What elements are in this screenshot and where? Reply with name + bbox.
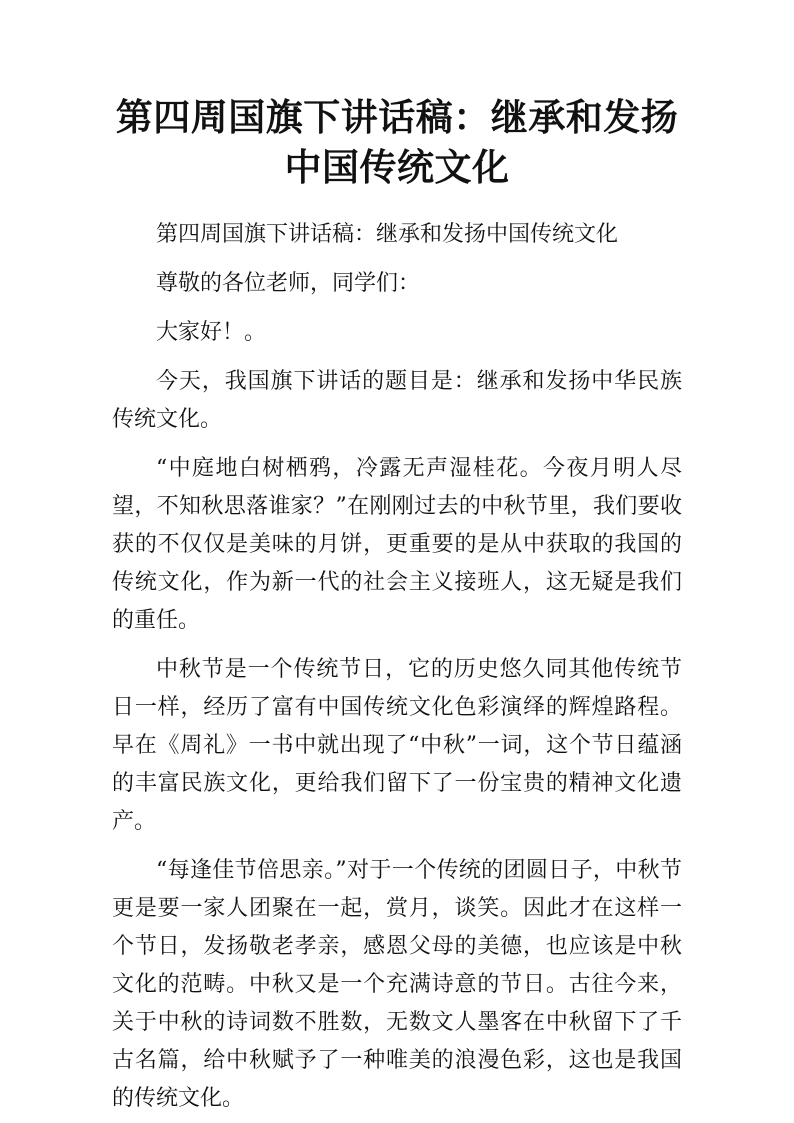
document-body <box>112 216 682 1118</box>
paragraph-salutation: 尊敬的各位老师，同学们： <box>156 271 421 296</box>
paragraph-reunion: “每逢佳节倍思亲。”对于一个传统的团圆日子，中秋节更是要一家人团聚在一起，赏月，谈笑。因此才在这样一个节日，发扬敬老孝亲，感恩父母的美德，也应该是中秋文化的范畴。中秋又是一个充满诗意的节日。古往今来，关于中秋的诗词数不胜数，无数文人墨客在中秋留下了千古名篇，给中秋赋予了一种唯美的浪漫色彩，这也是我国的传统文化。 <box>112 858 682 1111</box>
paragraph-history: 中秋节是一个传统节日，它的历史悠久同其他传统节日一样，经历了富有中国传统文化色彩演绎的辉煌路程。早在《周礼》一书中就出现了“中秋”一词，这个节日蕴涵的丰富民族文化，更给我们留下了一份宝贵的精神文化遗产。 <box>112 657 682 834</box>
paragraph-topic: 今天，我国旗下讲话的题目是：继承和发扬中华民族传统文化。 <box>112 369 682 432</box>
paragraph-greeting: 大家好！。 <box>156 320 267 345</box>
document-title: 第四周国旗下讲话稿：继承和发扬中国传统文化 <box>115 95 679 189</box>
paragraph-poem: “中庭地白树栖鸦，冷露无声湿桂花。今夜月明人尽望，不知秋思落谁家？”在刚刚过去的中秋节里，我们要收获的不仅仅是美味的月饼，更重要的是从中获取的我国的传统文化，作为新一代的社会主义接班人，这无疑是我们的重任。 <box>112 456 682 633</box>
paragraph-subtitle: 第四周国旗下讲话稿：继承和发扬中国传统文化 <box>156 222 619 247</box>
